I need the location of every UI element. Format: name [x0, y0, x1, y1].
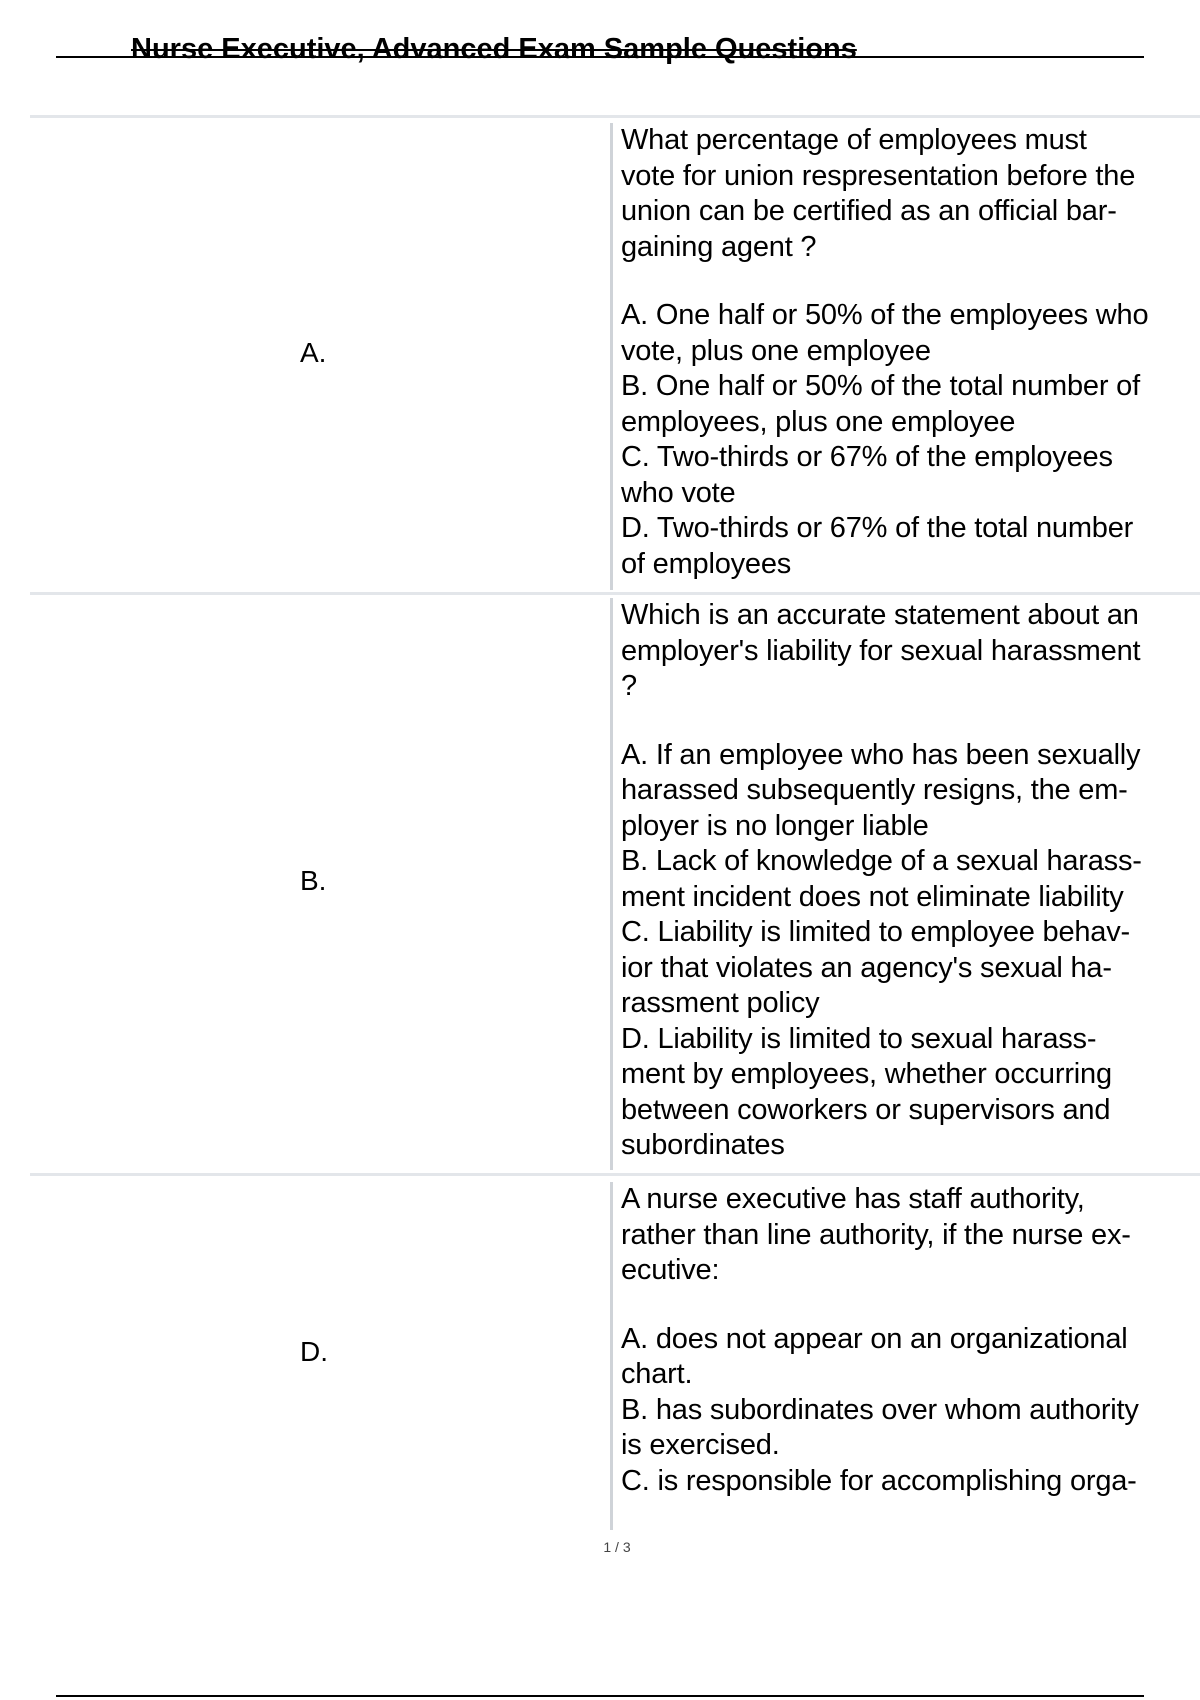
option-line: A. does not appear on an organizational [621, 1322, 1128, 1355]
option-line: B. has subordinates over whom authority [621, 1393, 1139, 1426]
question-cell [610, 1182, 1200, 1530]
option-line: who vote [621, 476, 736, 509]
footer-rule [56, 1695, 1144, 1697]
question-line: rather than line authority, if the nurse ex- [621, 1218, 1131, 1251]
question-line: A nurse executive has staff authority, [621, 1183, 1085, 1215]
option-line: ment by employees, whether occurring [621, 1058, 1112, 1090]
answer-label: D. [300, 1336, 328, 1367]
page-title: Nurse Executive, Advanced Exam Sample Questions [131, 33, 857, 65]
question-line: ecutive: [621, 1254, 720, 1286]
question-line: gaining agent ? [621, 230, 817, 263]
option-line: harassed subsequently resigns, the em- [621, 774, 1128, 806]
option-line: vote, plus one employee [621, 334, 931, 367]
option-line: B. One half or 50% of the total number of [621, 370, 1140, 402]
option-line: C. Liability is limited to employee behav- [621, 916, 1130, 948]
option-line: A. If an employee who has been sexually [621, 738, 1141, 771]
question-line: Which is an accurate statement about an [621, 599, 1139, 631]
option-line: chart. [621, 1358, 693, 1390]
option-line: A. One half or 50% of the employees who [621, 299, 1149, 331]
question-line: ? [621, 670, 637, 702]
option-line: C. is responsible for accomplishing orga- [621, 1464, 1137, 1497]
option-line: ployer is no longer liable [621, 809, 929, 842]
option-line: C. Two-thirds or 67% of the employees [621, 441, 1113, 473]
card-divider [30, 592, 1200, 595]
option-line: employees, plus one employee [621, 405, 1016, 438]
page-indicator: 1 / 3 [603, 1539, 631, 1555]
answer-label: B. [300, 865, 327, 896]
option-line: ment incident does not eliminate liability [621, 880, 1124, 913]
question-line: union can be certified as an official bar- [621, 195, 1117, 227]
option-line: of employees [621, 547, 792, 580]
question-line: What percentage of employees must [621, 124, 1087, 156]
question-line: employer's liability for sexual harassment [621, 634, 1141, 667]
option-line: D. Liability is limited to sexual harass- [621, 1022, 1097, 1055]
option-line: ior that violates an agency's sexual ha- [621, 951, 1112, 984]
option-line: between coworkers or supervisors and [621, 1093, 1111, 1126]
option-line: subordinates [621, 1129, 785, 1161]
option-line: D. Two-thirds or 67% of the total number [621, 512, 1134, 544]
card-divider [30, 115, 1200, 118]
option-line: B. Lack of knowledge of a sexual harass- [621, 845, 1142, 877]
question-line: vote for union respresentation before the [621, 159, 1136, 192]
question-cell [610, 123, 1200, 590]
question-cell [610, 598, 1200, 1170]
option-line: is exercised. [621, 1429, 780, 1461]
card-divider [30, 1173, 1200, 1176]
option-line: rassment policy [621, 987, 820, 1019]
answer-label: A. [300, 337, 327, 368]
